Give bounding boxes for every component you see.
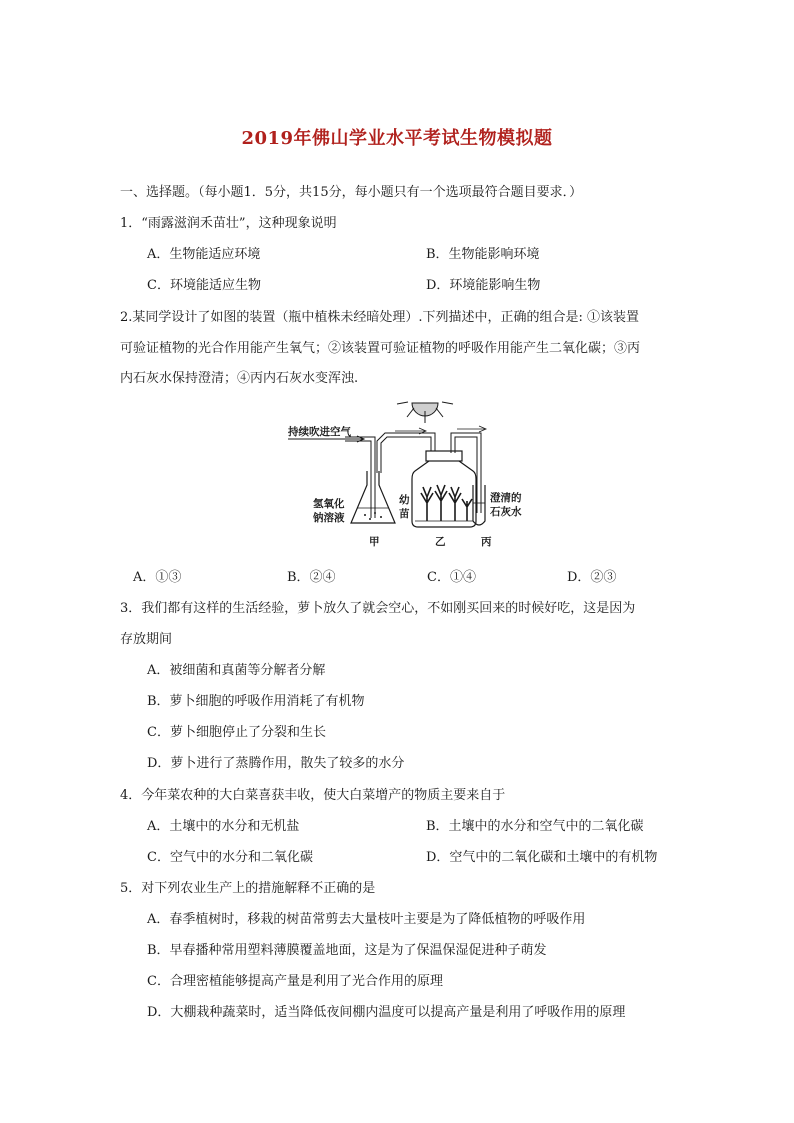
question-3-option-c: C．萝卜细胞停止了分裂和生长 xyxy=(147,725,326,740)
question-2-stem-line-2: 可验证植物的光合作用能产生氧气；②该装置可验证植物的呼吸作用能产生二氧化碳；③丙 xyxy=(120,341,641,356)
question-5-option-c: C．合理密植能够提高产量是利用了光合作用的原理 xyxy=(147,974,443,989)
sun-icon xyxy=(397,402,453,423)
figure-seedling-label-1: 幼 xyxy=(399,494,410,506)
question-4-option-b: B．土壤中的水分和空气中的二氧化碳 xyxy=(426,819,644,834)
flask-jia xyxy=(351,471,395,523)
figure-limewater-label-2: 石灰水 xyxy=(490,506,522,518)
question-2-option-b: B．②④ xyxy=(287,570,336,585)
page-title: 2019年佛山学业水平考试生物模拟题 xyxy=(241,128,553,149)
question-3-option-b: B．萝卜细胞的呼吸作用消耗了有机物 xyxy=(147,694,365,709)
question-4-option-a: A．土壤中的水分和无机盐 xyxy=(147,819,300,834)
question-5-option-b: B．早春播种常用塑料薄膜覆盖地面，这是为了保温保湿促进种子萌发 xyxy=(147,943,547,958)
question-5-option-d: D．大棚栽种蔬菜时，适当降低夜间棚内温度可以提高产量是利用了呼吸作用的原理 xyxy=(147,1005,626,1020)
question-1-stem: 1．“雨露滋润禾苗壮”，这种现象说明 xyxy=(120,216,337,231)
figure-seedling-label-2: 苗 xyxy=(399,508,410,520)
figure-label-bing: 丙 xyxy=(481,536,492,548)
test-tube-bing xyxy=(473,485,485,525)
question-3-option-d: D．萝卜进行了蒸腾作用，散失了较多的水分 xyxy=(147,756,405,771)
question-3-stem-line-1: 3．我们都有这样的生活经验，萝卜放久了就会空心，不如刚买回来的时候好吃，这是因为 xyxy=(120,601,636,616)
section-heading: 一、选择题。（每小题1．5分，共15分，每小题只有一个选项最符合题目要求．） xyxy=(120,185,583,200)
figure-label-jia: 甲 xyxy=(369,536,380,548)
question-3-stem-line-2: 存放期间 xyxy=(120,632,173,647)
question-2-stem-line-3: 内石灰水保持澄清；④丙内石灰水变浑浊. xyxy=(120,371,359,386)
figure-air-label: 持续吹进空气 xyxy=(288,426,351,438)
experiment-apparatus-figure xyxy=(285,393,530,553)
question-5-stem: 5．对下列农业生产上的措施解释不正确的是 xyxy=(120,881,376,896)
question-2-stem-line-1: 2.某同学设计了如图的装置（瓶中植株未经暗处理）.下列描述中，正确的组合是: ①该装置 xyxy=(120,310,640,325)
figure-naoh-label-2: 钠溶液 xyxy=(313,512,345,524)
jar-yi xyxy=(412,451,476,527)
question-1-option-c: C．环境能适应生物 xyxy=(147,278,261,293)
question-5-option-a: A．春季植树时，移栽的树苗常剪去大量枝叶主要是为了降低植物的呼吸作用 xyxy=(147,912,586,927)
figure-limewater-label-1: 澄清的 xyxy=(490,492,522,504)
question-2-option-d: D．②③ xyxy=(567,570,617,585)
question-4-stem: 4．今年菜农种的大白菜喜获丰收，使大白菜增产的物质主要来自于 xyxy=(120,788,506,803)
question-1-option-a: A．生物能适应环境 xyxy=(147,247,261,262)
question-2-option-a: A．①③ xyxy=(133,570,182,585)
figure-naoh-label-1: 氢氧化 xyxy=(313,498,345,510)
question-1-option-b: B．生物能影响环境 xyxy=(426,247,540,262)
question-4-option-c: C．空气中的水分和二氧化碳 xyxy=(147,850,313,865)
figure-label-yi: 乙 xyxy=(435,536,446,548)
question-2-option-c: C．①④ xyxy=(427,570,476,585)
question-1-option-d: D．环境能影响生物 xyxy=(426,278,541,293)
question-3-option-a: A．被细菌和真菌等分解者分解 xyxy=(147,663,326,678)
question-4-option-d: D．空气中的二氧化碳和土壤中的有机物 xyxy=(426,850,658,865)
